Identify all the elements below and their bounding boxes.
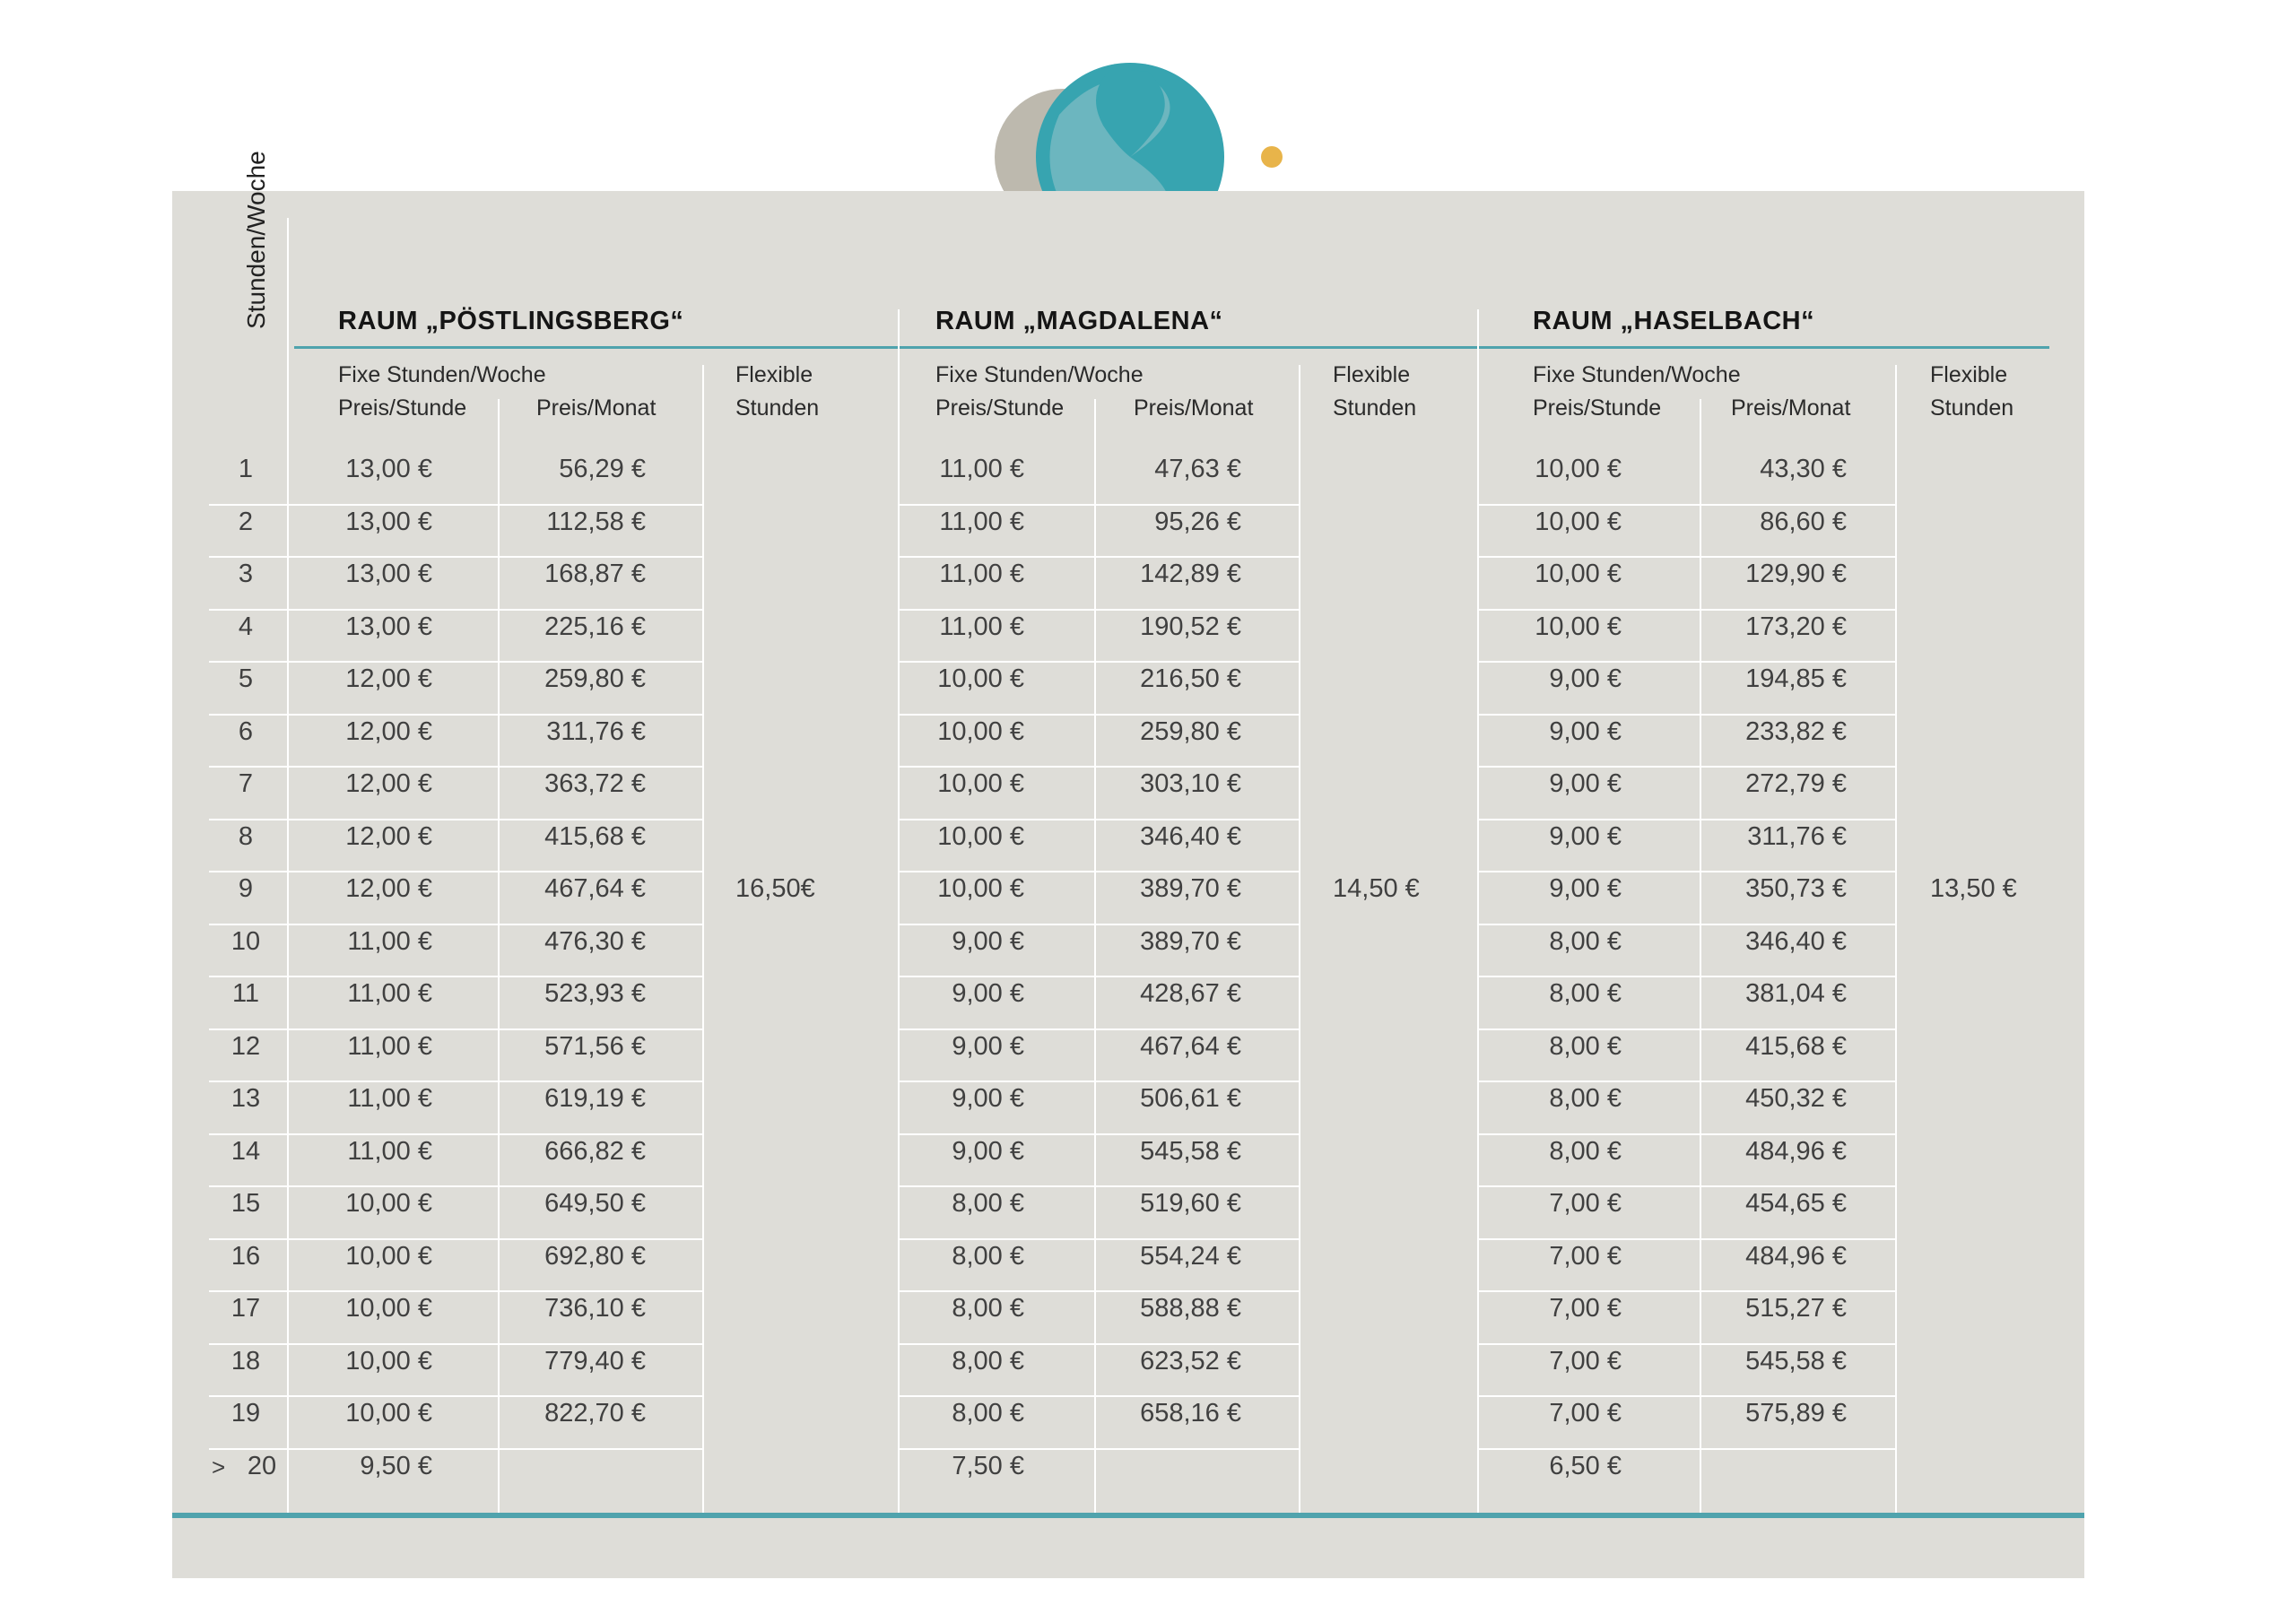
price-per-month-cell: 415,68 € [1745, 1032, 1847, 1061]
price-per-hour-cell: 9,00 € [952, 1084, 1024, 1113]
row-number-12: 12 [230, 1032, 261, 1061]
row-divider [209, 609, 702, 611]
price-per-hour-cell: 11,00 € [939, 455, 1024, 483]
price-per-month-cell: 259,80 € [1140, 717, 1241, 746]
price-per-month-cell: 311,76 € [1747, 822, 1847, 851]
price-per-hour-cell: 10,00 € [937, 769, 1024, 798]
row-divider [898, 976, 1299, 977]
flexible-hours-header: Flexible [1930, 362, 2008, 387]
row-number-15: 15 [230, 1189, 261, 1218]
row-divider [898, 1185, 1299, 1187]
header-rule [294, 346, 2049, 349]
price-per-month-cell: 545,58 € [1140, 1137, 1241, 1166]
price-per-month-cell: 194,85 € [1745, 664, 1847, 693]
price-per-hour-cell: 9,50 € [360, 1452, 432, 1480]
price-per-month-cell: 454,65 € [1745, 1189, 1847, 1218]
price-per-hour-cell: 10,00 € [345, 1189, 432, 1218]
row-divider [898, 766, 1299, 768]
price-per-hour-cell: 7,00 € [1549, 1294, 1622, 1323]
price-per-month-cell: 168,87 € [544, 560, 646, 588]
price-per-hour-cell: 7,00 € [1549, 1399, 1622, 1428]
row-divider [898, 504, 1299, 506]
price-per-month-cell: 484,96 € [1745, 1137, 1847, 1166]
row-number-9: 9 [238, 874, 254, 903]
row-number-5: 5 [238, 664, 254, 693]
row-divider [209, 871, 702, 872]
price-per-hour-cell: 8,00 € [952, 1242, 1024, 1271]
flexible-hours-header-line2: Stunden [1930, 395, 2014, 421]
price-per-month-cell: 129,90 € [1745, 560, 1847, 588]
row-divider [1477, 871, 1895, 872]
price-per-month-cell: 350,73 € [1745, 874, 1847, 903]
bottom-rule [172, 1513, 2084, 1518]
price-per-month-cell: 225,16 € [544, 612, 646, 641]
price-per-hour-cell: 9,00 € [1549, 769, 1622, 798]
price-per-month-cell: 95,26 € [1154, 508, 1241, 536]
row-divider [1477, 1081, 1895, 1082]
price-per-hour-header: Preis/Stunde [338, 395, 467, 421]
axis-label-hours-per-week: Stunden/Woche [242, 151, 270, 329]
row-divider [209, 661, 702, 663]
price-per-hour-cell: 12,00 € [345, 874, 432, 903]
row-number-1: 1 [238, 455, 254, 483]
row-divider [898, 1343, 1299, 1345]
price-per-month-cell: 623,52 € [1140, 1347, 1241, 1376]
price-per-hour-cell: 9,00 € [1549, 822, 1622, 851]
price-per-month-cell: 692,80 € [544, 1242, 646, 1271]
price-per-hour-cell: 10,00 € [345, 1399, 432, 1428]
row-divider [1477, 556, 1895, 558]
price-per-hour-cell: 10,00 € [345, 1242, 432, 1271]
row-divider [898, 714, 1299, 716]
fixed-hours-heading: Fixe Stunden/Woche [1533, 362, 1741, 387]
fixed-hours-heading: Fixe Stunden/Woche [338, 362, 546, 387]
price-per-hour-cell: 13,00 € [345, 560, 432, 588]
price-per-hour-cell: 10,00 € [1535, 508, 1622, 536]
row-divider [209, 819, 702, 820]
flexible-hours-header: Flexible [735, 362, 813, 387]
price-per-month-cell: 233,82 € [1745, 717, 1847, 746]
price-per-month-header: Preis/Monat [536, 395, 657, 421]
price-per-month-cell: 389,70 € [1140, 874, 1241, 903]
price-per-month-header: Preis/Monat [1134, 395, 1254, 421]
price-per-hour-cell: 6,50 € [1549, 1452, 1622, 1480]
row-number-3: 3 [238, 560, 254, 588]
price-per-month-cell: 43,30 € [1760, 455, 1847, 483]
price-per-month-cell: 506,61 € [1140, 1084, 1241, 1113]
row-divider [1477, 661, 1895, 663]
row-divider [1477, 819, 1895, 820]
row-divider [1477, 976, 1895, 977]
price-per-hour-cell: 9,00 € [952, 1137, 1024, 1166]
price-per-month-header: Preis/Monat [1731, 395, 1851, 421]
row-divider [898, 1290, 1299, 1292]
row-number-20: 20 [247, 1452, 277, 1480]
price-per-hour-cell: 8,00 € [1549, 979, 1622, 1008]
price-per-month-cell: 346,40 € [1745, 927, 1847, 956]
row-divider [1477, 1290, 1895, 1292]
price-per-hour-cell: 11,00 € [347, 1084, 432, 1113]
price-per-hour-cell: 9,00 € [952, 1032, 1024, 1061]
price-per-hour-cell: 10,00 € [345, 1294, 432, 1323]
price-per-hour-cell: 9,00 € [952, 927, 1024, 956]
price-per-hour-cell: 7,00 € [1549, 1189, 1622, 1218]
price-per-month-cell: 450,32 € [1745, 1084, 1847, 1113]
row-divider [1477, 924, 1895, 925]
price-per-hour-cell: 12,00 € [345, 769, 432, 798]
row-divider [898, 1238, 1299, 1240]
price-per-hour-cell: 10,00 € [345, 1347, 432, 1376]
flexible-hours-price: 14,50 € [1333, 874, 1420, 903]
price-per-hour-cell: 8,00 € [952, 1399, 1024, 1428]
price-per-hour-header: Preis/Stunde [1533, 395, 1662, 421]
price-per-hour-cell: 13,00 € [345, 612, 432, 641]
price-per-hour-cell: 11,00 € [347, 1032, 432, 1061]
price-per-month-cell: 467,64 € [544, 874, 646, 903]
price-per-month-cell: 381,04 € [1745, 979, 1847, 1008]
price-per-month-cell: 554,24 € [1140, 1242, 1241, 1271]
row-divider [209, 1028, 702, 1030]
price-per-hour-cell: 8,00 € [952, 1347, 1024, 1376]
price-per-month-cell: 86,60 € [1760, 508, 1847, 536]
price-per-month-cell: 190,52 € [1140, 612, 1241, 641]
column-divider [498, 399, 500, 1513]
price-per-month-cell: 523,93 € [544, 979, 646, 1008]
price-per-month-cell: 476,30 € [544, 927, 646, 956]
flexible-hours-price: 13,50 € [1930, 874, 2017, 903]
price-per-month-cell: 272,79 € [1745, 769, 1847, 798]
price-per-hour-cell: 11,00 € [347, 1137, 432, 1166]
price-per-month-cell: 112,58 € [546, 508, 646, 536]
row-divider [898, 1081, 1299, 1082]
row-divider [1477, 1395, 1895, 1397]
row-divider [209, 1290, 702, 1292]
price-per-hour-cell: 8,00 € [1549, 927, 1622, 956]
price-per-hour-cell: 7,00 € [1549, 1347, 1622, 1376]
row-divider [1477, 504, 1895, 506]
price-per-hour-cell: 10,00 € [1535, 560, 1622, 588]
row-divider [209, 1395, 702, 1397]
price-per-hour-cell: 12,00 € [345, 717, 432, 746]
price-per-month-cell: 142,89 € [1140, 560, 1241, 588]
row-divider [898, 1395, 1299, 1397]
row-divider [898, 556, 1299, 558]
price-per-hour-cell: 9,00 € [952, 979, 1024, 1008]
price-per-hour-cell: 10,00 € [937, 874, 1024, 903]
row-divider [898, 661, 1299, 663]
row-number-divider [287, 218, 289, 1513]
price-per-month-cell: 428,67 € [1140, 979, 1241, 1008]
row-number-17: 17 [230, 1294, 261, 1323]
column-divider [1299, 365, 1300, 1513]
price-per-month-cell: 47,63 € [1154, 455, 1241, 483]
price-per-month-cell: 666,82 € [544, 1137, 646, 1166]
row-divider [1477, 1185, 1895, 1187]
price-per-hour-cell: 11,00 € [347, 927, 432, 956]
price-per-hour-cell: 8,00 € [952, 1294, 1024, 1323]
price-per-hour-cell: 10,00 € [1535, 455, 1622, 483]
row-divider [1477, 1238, 1895, 1240]
price-per-hour-cell: 7,50 € [952, 1452, 1024, 1480]
row-divider [898, 1133, 1299, 1135]
flexible-hours-price: 16,50€ [735, 874, 815, 903]
row-divider [209, 1081, 702, 1082]
price-per-hour-cell: 9,00 € [1549, 717, 1622, 746]
row-divider [898, 1448, 1299, 1450]
room-title: RAUM „MAGDALENA“ [935, 307, 1223, 335]
price-per-hour-cell: 8,00 € [952, 1189, 1024, 1218]
row-divider [1477, 1133, 1895, 1135]
price-per-month-cell: 173,20 € [1745, 612, 1847, 641]
price-per-hour-cell: 11,00 € [939, 560, 1024, 588]
row-number-8: 8 [238, 822, 254, 851]
row-divider [209, 924, 702, 925]
flexible-hours-header-line2: Stunden [1333, 395, 1417, 421]
price-per-hour-cell: 11,00 € [939, 612, 1024, 641]
price-per-month-cell: 389,70 € [1140, 927, 1241, 956]
row-number-4: 4 [238, 612, 254, 641]
price-per-month-cell: 588,88 € [1140, 1294, 1241, 1323]
price-per-hour-cell: 10,00 € [937, 664, 1024, 693]
row-divider [209, 1238, 702, 1240]
price-per-month-cell: 259,80 € [544, 664, 646, 693]
price-per-month-cell: 415,68 € [544, 822, 646, 851]
price-per-month-cell: 649,50 € [544, 1189, 646, 1218]
greater-than-sign: > [212, 1454, 226, 1480]
price-per-hour-cell: 12,00 € [345, 664, 432, 693]
price-per-hour-header: Preis/Stunde [935, 395, 1065, 421]
fixed-hours-heading: Fixe Stunden/Woche [935, 362, 1144, 387]
price-per-hour-cell: 8,00 € [1549, 1084, 1622, 1113]
price-per-month-cell: 736,10 € [544, 1294, 646, 1323]
price-per-hour-cell: 10,00 € [937, 822, 1024, 851]
row-divider [209, 1448, 702, 1450]
price-per-hour-cell: 12,00 € [345, 822, 432, 851]
row-divider [209, 1343, 702, 1345]
price-per-hour-cell: 8,00 € [1549, 1032, 1622, 1061]
price-per-month-cell: 519,60 € [1140, 1189, 1241, 1218]
column-divider [702, 365, 704, 1513]
section-divider [1477, 309, 1479, 1513]
price-per-hour-cell: 11,00 € [939, 508, 1024, 536]
flexible-hours-header: Flexible [1333, 362, 1411, 387]
row-divider [1477, 1343, 1895, 1345]
row-divider [209, 504, 702, 506]
row-number-14: 14 [230, 1137, 261, 1166]
row-divider [1477, 609, 1895, 611]
price-per-month-cell: 575,89 € [1745, 1399, 1847, 1428]
room-title: RAUM „HASELBACH“ [1533, 307, 1815, 335]
row-divider [209, 1133, 702, 1135]
section-divider [898, 309, 900, 1513]
price-per-month-cell: 303,10 € [1140, 769, 1241, 798]
price-per-hour-cell: 10,00 € [937, 717, 1024, 746]
row-divider [898, 609, 1299, 611]
price-per-month-cell: 216,50 € [1140, 664, 1241, 693]
price-per-month-cell: 545,58 € [1745, 1347, 1847, 1376]
column-divider [1895, 365, 1897, 1513]
row-divider [209, 714, 702, 716]
row-number-16: 16 [230, 1242, 261, 1271]
row-divider [898, 819, 1299, 820]
row-number-18: 18 [230, 1347, 261, 1376]
row-number-6: 6 [238, 717, 254, 746]
price-per-month-cell: 515,27 € [1745, 1294, 1847, 1323]
row-number-11: 11 [231, 979, 260, 1008]
row-number-2: 2 [238, 508, 254, 536]
row-number-13: 13 [230, 1084, 261, 1113]
price-per-month-cell: 311,76 € [546, 717, 646, 746]
price-per-month-cell: 779,40 € [544, 1347, 646, 1376]
row-divider [898, 1028, 1299, 1030]
flexible-hours-header-line2: Stunden [735, 395, 820, 421]
price-per-month-cell: 346,40 € [1140, 822, 1241, 851]
row-number-19: 19 [230, 1399, 261, 1428]
price-per-month-cell: 619,19 € [544, 1084, 646, 1113]
row-number-7: 7 [238, 769, 254, 798]
row-divider [1477, 1448, 1895, 1450]
row-divider [209, 976, 702, 977]
row-divider [1477, 1028, 1895, 1030]
room-title: RAUM „PÖSTLINGSBERG“ [338, 307, 684, 335]
column-divider [1700, 399, 1701, 1513]
row-divider [1477, 766, 1895, 768]
row-divider [1477, 714, 1895, 716]
price-per-hour-cell: 11,00 € [347, 979, 432, 1008]
price-per-hour-cell: 13,00 € [345, 455, 432, 483]
row-divider [898, 924, 1299, 925]
row-divider [898, 871, 1299, 872]
price-per-hour-cell: 9,00 € [1549, 874, 1622, 903]
price-per-month-cell: 56,29 € [559, 455, 646, 483]
price-per-hour-cell: 13,00 € [345, 508, 432, 536]
row-divider [209, 766, 702, 768]
column-divider [1094, 399, 1096, 1513]
price-per-hour-cell: 9,00 € [1549, 664, 1622, 693]
row-divider [209, 1185, 702, 1187]
price-per-month-cell: 363,72 € [544, 769, 646, 798]
row-number-10: 10 [230, 927, 261, 956]
row-divider [209, 556, 702, 558]
price-per-month-cell: 571,56 € [544, 1032, 646, 1061]
price-per-hour-cell: 8,00 € [1549, 1137, 1622, 1166]
price-per-hour-cell: 7,00 € [1549, 1242, 1622, 1271]
price-per-month-cell: 822,70 € [544, 1399, 646, 1428]
price-per-month-cell: 484,96 € [1745, 1242, 1847, 1271]
price-per-month-cell: 467,64 € [1140, 1032, 1241, 1061]
price-per-month-cell: 658,16 € [1140, 1399, 1241, 1428]
price-per-hour-cell: 10,00 € [1535, 612, 1622, 641]
